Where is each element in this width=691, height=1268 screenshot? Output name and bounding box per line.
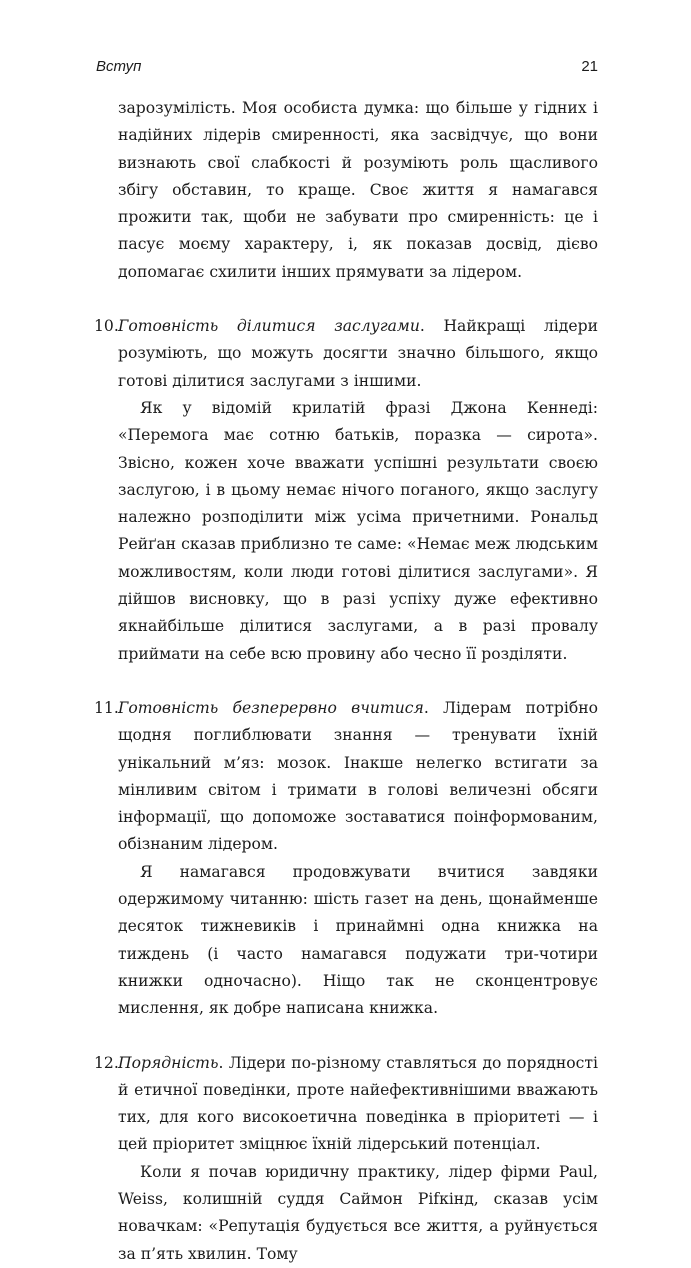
item-title: Готовність ділитися заслугами bbox=[118, 317, 420, 336]
item-number: 12. bbox=[94, 1053, 119, 1072]
item-title: Готовність безперервно вчитися bbox=[118, 698, 424, 717]
item-lead-text: . Лідерам потрібно щодня поглиблювати знання — тренувати їхній унікальний м’яз: мозок. Інакше нелегко встигати за мінливим світом і тримати в голові величезні обсяги інформації, що допоможе зоставатися поінформованим, обізнаним лідером. bbox=[118, 698, 598, 854]
item-lead-paragraph bbox=[118, 1050, 598, 1159]
intro-paragraph: зарозумілість. Моя особиста думка: що більше у гідних і надійних лідерів смиренності, яка засвідчує, що вони визнають свої слабкості й розуміють роль щасливого збігу обставин, то краще. Своє життя я намагався прожити так, щоби не забувати про смиренність: це і пасує моєму характеру, і, як показав досвід, дієво допомагає схилити інших прямувати за лідером. bbox=[118, 99, 598, 281]
item-body-paragraph: Я намагався продовжувати вчитися завдяки одержимому читанню: шість газет на день, щонайменше десяток тижневиків і принаймні одна книжка на тиждень (і часто намагався подужати три-чотири книжки одночасно). Ніщо так не сконцентровує мислення, як добре написана книжка. bbox=[118, 862, 598, 1018]
item-number: 11. bbox=[94, 698, 119, 717]
item-lead-paragraph bbox=[118, 313, 598, 395]
running-title: Вступ bbox=[96, 58, 142, 75]
item-body-paragraph: Коли я почав юридичну практику, лідер фірми Paul, Weiss, колишній суддя Саймон Рifкінд, сказав усім новачкам: «Репутація будується все життя, а руйнується за п’ять хвилин. Тому bbox=[118, 1162, 598, 1263]
item-number: 10. bbox=[94, 317, 119, 336]
item-lead-paragraph bbox=[118, 695, 598, 859]
item-body-paragraph: Як у відомій крилатій фразі Джона Кеннеді: «Перемога має сотню батьків, поразка — сирота». Звісно, кожен хоче вважати успішні результати своєю заслугою, і в цьому немає нічого поганого, якщо заслугу належно розподілити між усіма причетними. Рональд Рейґан сказав приблизно те саме: «Немає меж людським можливостям, коли люди готові ділитися заслугами». Я дійшов висновку, що в разі успіху дуже ефективно якнайбільше ділитися заслугами, а в разі провалу приймати на себе всю провину або чесно її розділяти. bbox=[118, 398, 598, 663]
item-lead-text: . Найкращі лідери розуміють, що можуть досягти значно більшого, якщо готові ділитися заслугами з іншими. bbox=[118, 317, 598, 390]
list-item-11 bbox=[96, 695, 598, 859]
page-number: 21 bbox=[581, 58, 598, 75]
item-lead-text: . Лідери по-різному ставляться до порядності й етичної поведінки, проте найефективнішими вважають тих, для кого високоетична поведінка в пріоритеті — і цей пріоритет зміцнює їхній лідерський потенціал. bbox=[118, 1053, 598, 1154]
page-body bbox=[96, 95, 598, 1268]
item-title: Порядність bbox=[118, 1053, 219, 1072]
list-item-10 bbox=[96, 313, 598, 395]
list-item-12 bbox=[96, 1050, 598, 1159]
